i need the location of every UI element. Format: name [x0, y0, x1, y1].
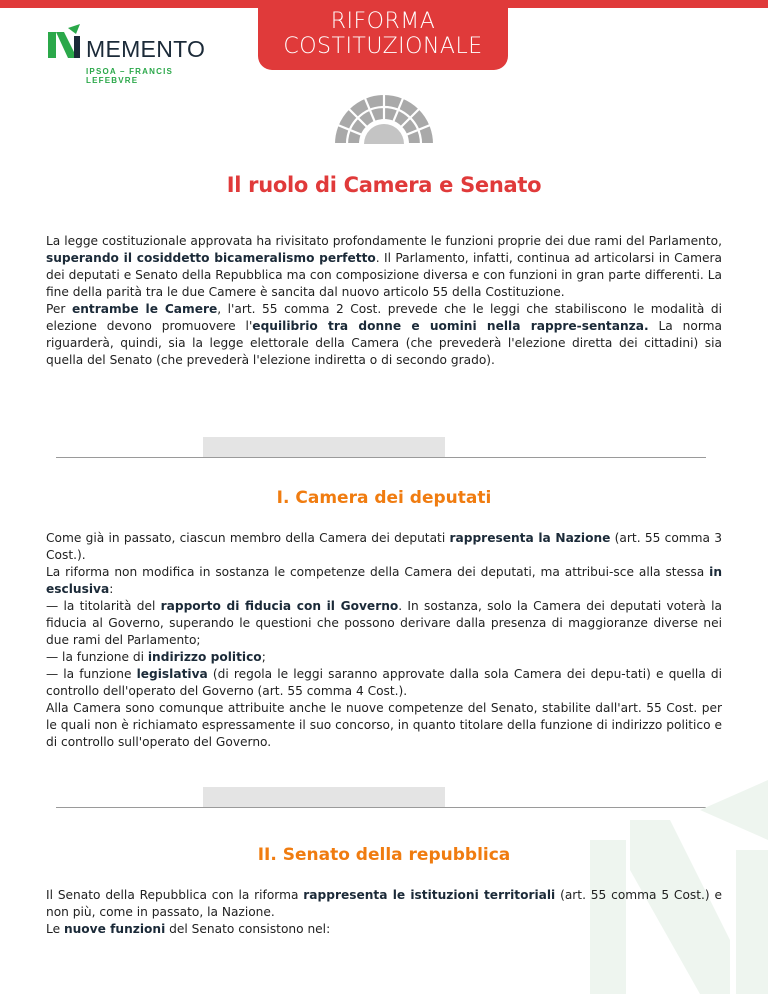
memento-logo: [46, 24, 216, 85]
intro-p1-bold: superando il cosiddetto bicameralismo perfetto: [46, 251, 376, 265]
logo-name: MEMENTO: [86, 36, 206, 62]
camera-p5-bold: legislativa: [136, 667, 208, 681]
camera-p4-a: — la funzione di: [46, 650, 148, 664]
senato-p2-c: del Senato consistono nel:: [165, 922, 331, 936]
intro-text: [46, 233, 722, 369]
intro-p2-bold-1: entrambe le Camere: [71, 302, 218, 316]
senato-p2-bold: nuove funzioni: [63, 922, 166, 936]
divider-tab: [203, 787, 445, 807]
banner-line-1: RIFORMA: [330, 9, 436, 34]
intro-p2-a: Per: [46, 302, 72, 316]
section-divider-1: [56, 437, 706, 459]
intro-p2-c: , l'art. 55 comma 2 Cost. prevede che le leggi che stabiliscono le modalità di elezione devono promuovere l': [46, 302, 722, 333]
intro-p2-bold-2: equilibrio tra donne e uomini nella rappre-sentanza.: [252, 319, 649, 333]
camera-p5-a: — la funzione: [46, 667, 137, 681]
page-title: Il ruolo di Camera e Senato: [226, 173, 542, 197]
senato-p2-a: Le: [46, 922, 64, 936]
camera-paragraph-2: [46, 564, 722, 598]
section-title-senato: II. Senato della repubblica: [257, 845, 511, 865]
camera-p1-a: Come già in passato, ciascun membro della Camera dei deputati: [46, 531, 450, 545]
camera-paragraph-4: [46, 649, 722, 666]
senato-p1-c: (art. 55 comma 5 Cost.) e non più, come in passato, la Nazione.: [46, 888, 722, 919]
senato-text: [46, 887, 722, 938]
camera-p2-bold: in esclusiva: [46, 565, 722, 596]
parliament-hemicycle-icon: [330, 88, 438, 150]
camera-p1-c: (art. 55 comma 3 Cost.).: [46, 531, 723, 562]
senato-paragraph-2: [46, 921, 722, 938]
camera-p1-bold: rappresenta la Nazione: [449, 531, 611, 545]
camera-paragraph-6: Alla Camera sono comunque attribuite anche le nuove competenze del Senato, stabilite dall'art. 55 Cost. per le quali non è richiamato espressamente il suo concorso, in quanto titolare della funzione di indirizzo politico e di controllo sull'operato del Governo.: [46, 701, 722, 749]
senato-paragraph-1: [46, 887, 722, 921]
intro-paragraph-2: [46, 301, 722, 369]
banner-line-2: COSTITUZIONALE: [283, 34, 483, 59]
intro-p2-e: La norma riguarderà, quindi, sia la legge elettorale della Camera (che prevederà l'elezione diretta dei cittadini) sia quella del Senato (che prevederà l'elezione indiretta o di secondo grado).: [46, 319, 722, 367]
camera-p5-c: (di regola le leggi saranno approvate dalla sola Camera dei depu-tati) e quella di controllo dell'operato del Governo (art. 55 comma 4 Cost.).: [46, 667, 722, 698]
camera-p2-c: :: [109, 582, 114, 596]
section-title-camera: I. Camera dei deputati: [276, 488, 492, 508]
camera-paragraph-3: [46, 598, 722, 649]
senato-p1-a: Il Senato della Repubblica con la riforma: [46, 888, 304, 902]
intro-paragraph-1: [46, 233, 722, 301]
divider-line: [56, 457, 706, 458]
reform-banner: [258, 0, 508, 70]
camera-p2-a: La riforma non modifica in sostanza le competenze della Camera dei deputati, ma attribui-sce alla stessa: [46, 565, 710, 579]
camera-p4-bold: indirizzo politico: [147, 650, 262, 664]
divider-tab: [203, 437, 445, 457]
camera-paragraph-1: [46, 530, 722, 564]
intro-p1-a: La legge costituzionale approvata ha rivisitato profondamente le funzioni proprie dei due rami del Parlamento,: [46, 234, 722, 248]
memento-logo-icon: [46, 24, 84, 64]
camera-p4-c: ;: [261, 650, 266, 664]
camera-text: [46, 530, 722, 751]
camera-paragraph-5: [46, 666, 722, 700]
camera-p3-a: — la titolarità del: [46, 599, 161, 613]
senato-p1-bold: rappresenta le istituzioni territoriali: [303, 888, 556, 902]
intro-p1-c: . Il Parlamento, infatti, continua ad articolarsi in Camera dei deputati e Senato della Repubblica ma con composizione diversa e con funzioni in gran parte differenti. La fine della parità tra le due Camere è sancita dal nuovo articolo 55 della Costituzione.: [46, 251, 722, 299]
camera-p3-c: . In sostanza, solo la Camera dei deputati voterà la fiducia al Governo, superando le questioni che possono derivare dalla presenza di maggioranze diverse nei due rami del Parlamento;: [46, 599, 723, 647]
camera-p3-bold: rapporto di fiducia con il Governo: [160, 599, 399, 613]
logo-subtitle: IPSOA – FRANCIS LEFEBVRE: [86, 67, 174, 85]
